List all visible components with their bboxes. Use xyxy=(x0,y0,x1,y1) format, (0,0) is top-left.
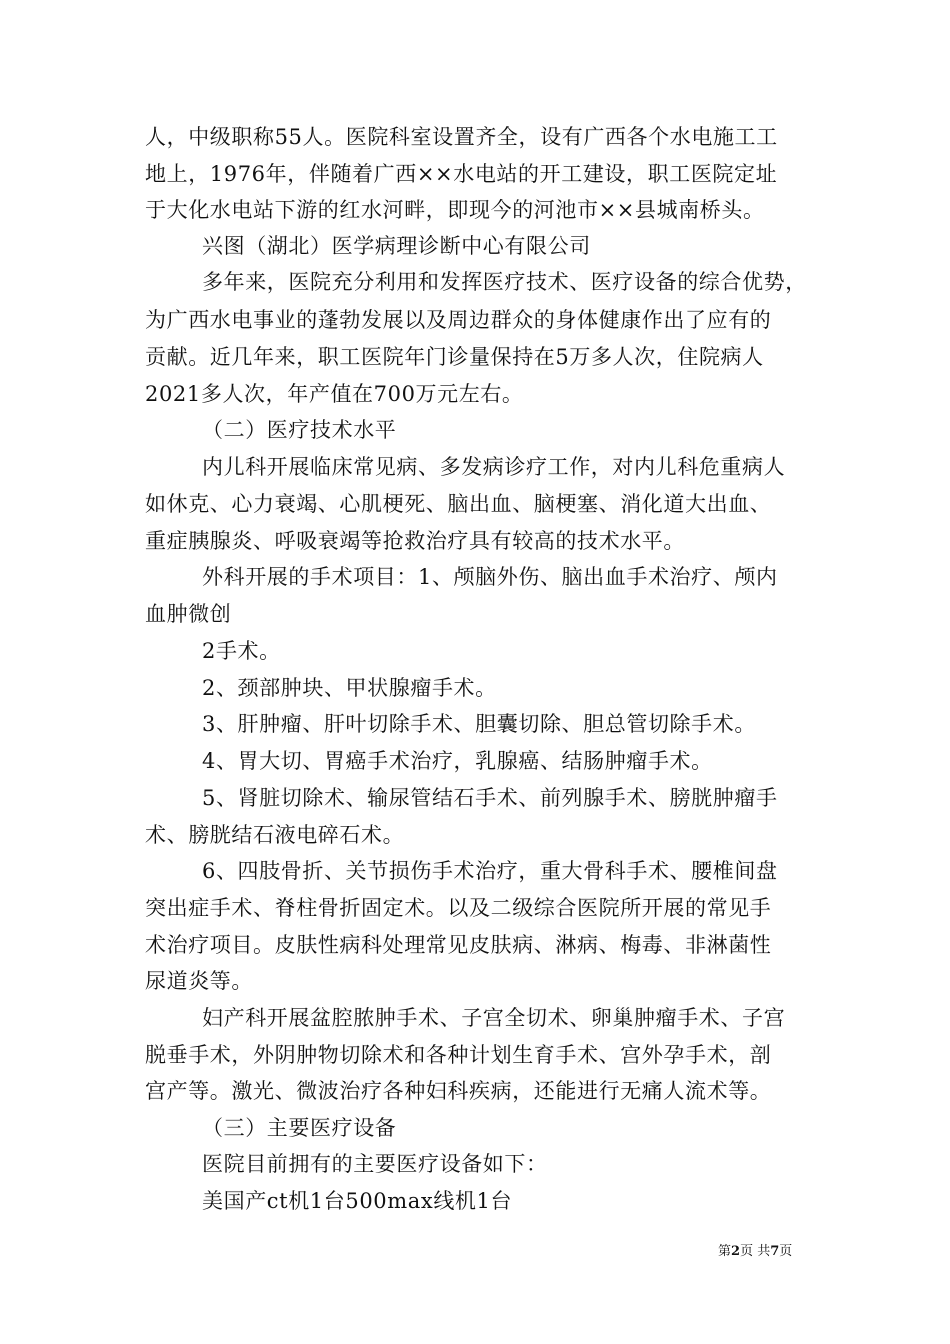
paragraph-line: 尿道炎等。 xyxy=(145,969,253,993)
current-page-number: 2 xyxy=(731,1244,741,1259)
section-heading: （三）主要医疗设备 xyxy=(202,1116,397,1140)
paragraph-line: 外科开展的手术项目：1、颅脑外伤、脑出血手术治疗、颅内 xyxy=(202,565,778,589)
list-item: 2、颈部肿块、甲状腺瘤手术。 xyxy=(202,676,497,700)
footer-middle: 页 共 xyxy=(740,1244,771,1259)
paragraph-line: 人，中级职称55人。医院科室设置齐全，设有广西各个水电施工工 xyxy=(145,125,778,149)
footer-prefix: 第 xyxy=(718,1244,732,1259)
paragraph-line: 医院目前拥有的主要医疗设备如下： xyxy=(202,1152,548,1176)
footer-suffix: 页 xyxy=(779,1244,793,1259)
paragraph-line: 于大化水电站下游的红水河畔，即现今的河池市××县城南桥头。 xyxy=(145,198,765,222)
paragraph-line: 内儿科开展临床常见病、多发病诊疗工作，对内儿科危重病人 xyxy=(202,455,786,479)
paragraph-line: 血肿微创 xyxy=(145,602,232,626)
paragraph-line: 术治疗项目。皮肤性病科处理常见皮肤病、淋病、梅毒、非淋菌性 xyxy=(145,933,772,957)
page-footer xyxy=(718,1243,792,1261)
paragraph-line: 地上，1976年，伴随着广西××水电站的开工建设，职工医院定址 xyxy=(145,162,778,186)
paragraph-line: 2021多人次，年产值在700万元左右。 xyxy=(145,382,524,406)
list-item: 6、四肢骨折、关节损伤手术治疗，重大骨科手术、腰椎间盘 xyxy=(202,859,778,883)
list-item: 3、肝肿瘤、肝叶切除手术、胆囊切除、胆总管切除手术。 xyxy=(202,712,756,736)
paragraph-line: 宫产等。激光、微波治疗各种妇科疾病，还能进行无痛人流术等。 xyxy=(145,1079,772,1103)
paragraph-line: 贡献。近几年来，职工医院年门诊量保持在5万多人次，住院病人 xyxy=(145,345,764,369)
total-page-number: 7 xyxy=(770,1244,780,1259)
paragraph-line: 2手术。 xyxy=(202,639,281,663)
list-item: 5、肾脏切除术、输尿管结石手术、前列腺手术、膀胱肿瘤手 xyxy=(202,786,778,810)
paragraph-line: 多年来，医院充分利用和发挥医疗技术、医疗设备的综合优势， xyxy=(202,270,807,294)
paragraph-line: 为广西水电事业的蓬勃发展以及周边群众的身体健康作出了应有的 xyxy=(145,308,772,332)
paragraph-line: 美国产ct机1台500max线机1台 xyxy=(202,1189,513,1213)
paragraph-line: 脱垂手术，外阴肿物切除术和各种计划生育手术、宫外孕手术，剖 xyxy=(145,1043,772,1067)
paragraph-line: 兴图（湖北）医学病理诊断中心有限公司 xyxy=(202,234,591,258)
section-heading: （二）医疗技术水平 xyxy=(202,418,397,442)
paragraph-line: 重症胰腺炎、呼吸衰竭等抢救治疗具有较高的技术水平。 xyxy=(145,529,685,553)
list-item: 4、胃大切、胃癌手术治疗，乳腺癌、结肠肿瘤手术。 xyxy=(202,749,713,773)
list-item: 术、膀胱结石液电碎石术。 xyxy=(145,823,405,847)
paragraph-line: 妇产科开展盆腔脓肿手术、子宫全切术、卵巢肿瘤手术、子宫 xyxy=(202,1006,786,1030)
paragraph-line: 突出症手术、脊柱骨折固定术。以及二级综合医院所开展的常见手 xyxy=(145,896,772,920)
paragraph-line: 如休克、心力衰竭、心肌梗死、脑出血、脑梗塞、消化道大出血、 xyxy=(145,492,772,516)
